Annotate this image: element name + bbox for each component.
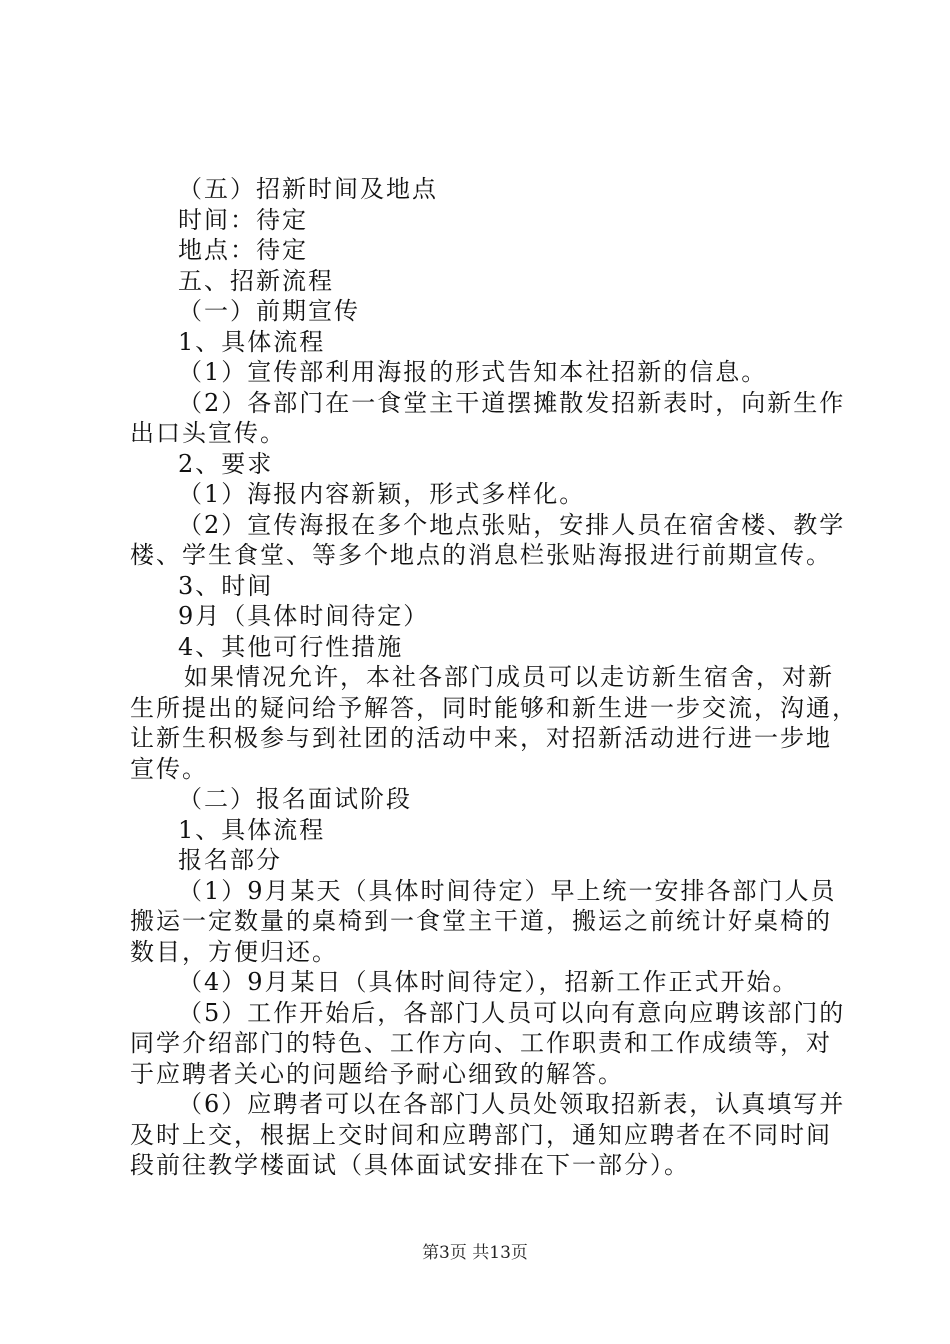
text-line: （2）各部门在一食堂主干道摆摊散发招新表时，向新生作 [178, 388, 846, 417]
text-line: （5）工作开始后，各部门人员可以向有意向应聘该部门的 [178, 998, 846, 1027]
text-line: 同学介绍部门的特色、工作方向、工作职责和工作成绩等，对 [130, 1029, 832, 1057]
text-line: 时间：待定 [178, 205, 308, 234]
text-line: （五）招新时间及地点 [178, 175, 438, 203]
text-line: 搬运一定数量的桌椅到一食堂主干道，搬运之前统计好桌椅的 [130, 907, 832, 935]
text-line: 宣传。 [130, 754, 208, 783]
text-line: 2、要求 [178, 449, 274, 478]
text-line: （1）宣传部利用海报的形式告知本社招新的信息。 [178, 358, 768, 386]
text-line: 五、招新流程 [178, 266, 334, 295]
text-line: （6）应聘者可以在各部门人员处领取招新表，认真填写并 [178, 1090, 846, 1118]
text-line: 3、时间 [178, 571, 274, 600]
text-line: 及时上交，根据上交时间和应聘部门，通知应聘者在不同时间 [130, 1120, 832, 1149]
text-line: 于应聘者关心的问题给予耐心细致的解答。 [130, 1059, 624, 1088]
text-line: 如果情况允许，本社各部门成员可以走访新生宿舍，对新 [184, 663, 834, 691]
text-line: 让新生积极参与到社团的活动中来，对招新活动进行进一步地 [130, 724, 832, 752]
text-line: （4）9月某日（具体时间待定），招新工作正式开始。 [178, 968, 799, 996]
text-line: 4、其他可行性措施 [178, 632, 404, 661]
text-line: 报名部分 [178, 846, 282, 874]
text-line: 1、具体流程 [178, 815, 326, 844]
text-line: （1）海报内容新颖，形式多样化。 [178, 480, 586, 508]
text-line: 段前往教学楼面试（具体面试安排在下一部分）。 [130, 1151, 690, 1179]
page-number-footer: 第3页 共13页 [422, 1243, 528, 1263]
text-line: 9月（具体时间待定） [178, 602, 430, 630]
text-line: 出口头宣传。 [130, 419, 286, 447]
text-line: 楼、学生食堂、等多个地点的消息栏张贴海报进行前期宣传。 [130, 541, 832, 569]
text-line: 地点：待定 [178, 236, 308, 264]
text-line: （2）宣传海报在多个地点张贴，安排人员在宿舍楼、教学 [178, 510, 846, 539]
text-line: （1）9月某天（具体时间待定）早上统一安排各部门人员 [178, 876, 837, 905]
text-line: 1、具体流程 [178, 327, 326, 356]
text-line: （二）报名面试阶段 [178, 785, 412, 813]
document-body [130, 174, 858, 1181]
text-line: 生所提出的疑问给予解答，同时能够和新生进一步交流，沟通， [130, 693, 858, 722]
text-line: （一）前期宣传 [178, 297, 360, 325]
text-line: 数目，方便归还。 [130, 937, 338, 966]
